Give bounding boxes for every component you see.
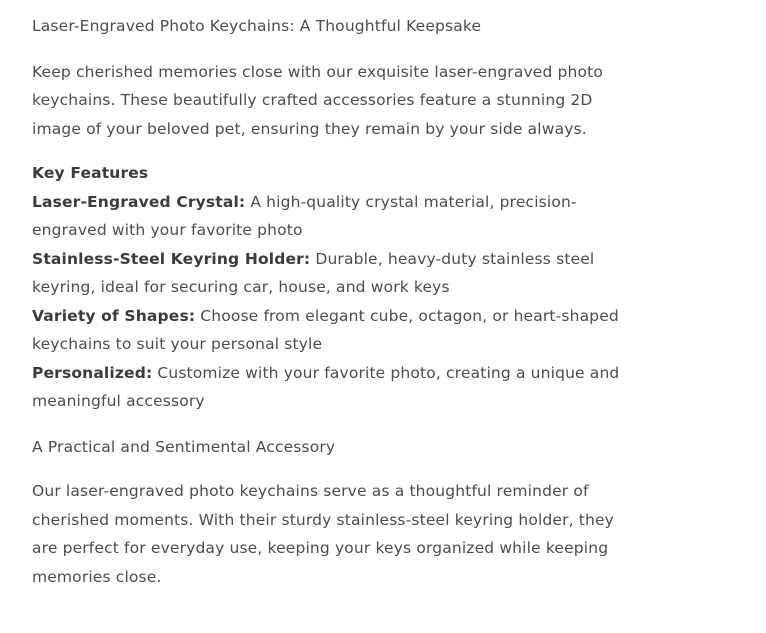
intro-paragraph: Keep cherished memories close with our exquisite laser-engraved photo keychains. These beautifully crafted accessories feature a stunning 2D image of your beloved pet, ensuring they remain by your side always. [32, 62, 604, 138]
spacer [32, 461, 626, 477]
key-features-heading: Key Features [32, 164, 149, 182]
feature-text: Customize with your favorite photo, creating a unique and meaningful accessory [32, 363, 620, 410]
section-heading: A Practical and Sentimental Accessory [32, 437, 336, 456]
feature-label: Stainless-Steel Keyring Holder: [32, 249, 311, 268]
closing-paragraph: Our laser-engraved photo keychains serve as a thoughtful reminder of cherished moments. With their sturdy stainless-steel keyring holder, they are perfect for everyday use, keeping your keys organized while keeping memories close. [32, 482, 614, 586]
feature-item [32, 359, 626, 416]
spacer [32, 416, 626, 433]
feature-text: Durable, heavy-duty stainless steel keyring, ideal for securing car, house, and work keys [32, 249, 595, 296]
feature-label: Variety of Shapes: [32, 306, 196, 325]
feature-item [32, 188, 626, 245]
feature-label: Laser-Engraved Crystal: [32, 192, 246, 211]
spacer [32, 41, 626, 58]
feature-item [32, 245, 626, 302]
feature-label: Personalized: [32, 363, 153, 382]
page-title: Laser-Engraved Photo Keychains: A Thoughtful Keepsake [32, 17, 482, 35]
feature-text: Choose from elegant cube, octagon, or heart-shaped keychains to suit your personal style [32, 306, 619, 353]
feature-text: A high-quality crystal material, precision-engraved with your favorite photo [32, 192, 577, 239]
feature-item [32, 302, 626, 359]
spacer [32, 143, 626, 159]
